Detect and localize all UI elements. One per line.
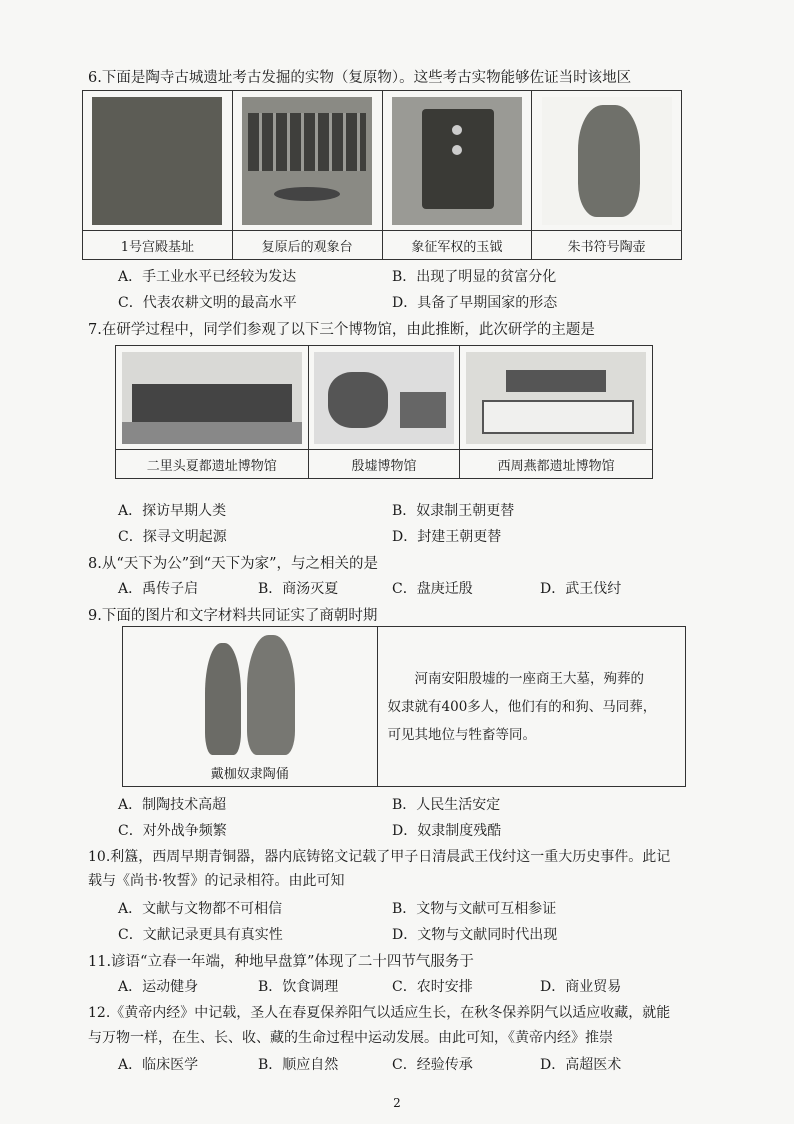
yinxu-museum-photo xyxy=(314,352,454,444)
q6-option-c[interactable]: C．代表农耕文明的最高水平 xyxy=(118,295,297,311)
q10-option-d[interactable]: D．文物与文献同时代出现 xyxy=(392,927,558,943)
q6-caption-4: 朱书符号陶壶 xyxy=(532,231,682,260)
q11-option-b[interactable]: B．饮食调理 xyxy=(258,979,339,995)
q10-stem-line-2: 载与《尚书·牧誓》的记录相符。由此可知 xyxy=(88,873,345,889)
q8-option-d[interactable]: D．武王伐纣 xyxy=(540,581,622,597)
q7-option-d[interactable]: D．封建王朝更替 xyxy=(392,529,502,545)
q7-image-table xyxy=(115,345,653,479)
q8-option-a[interactable]: A．禹传子启 xyxy=(118,581,199,597)
palace-foundation-photo xyxy=(92,97,222,225)
page-number: 2 xyxy=(393,1096,401,1110)
q9-stem: 9.下面的图片和文字材料共同证实了商朝时期 xyxy=(88,608,378,624)
q9-option-a[interactable]: A．制陶技术高超 xyxy=(118,797,227,813)
q12-option-c[interactable]: C．经验传承 xyxy=(392,1057,473,1073)
q11-option-a[interactable]: A．运动健身 xyxy=(118,979,199,995)
q6-image-table xyxy=(82,90,682,260)
q9-material-table xyxy=(122,626,686,787)
yandu-museum-photo xyxy=(466,352,646,444)
q8-option-c[interactable]: C．盘庚迁殷 xyxy=(392,581,473,597)
q11-stem: 11.谚语“立春一年端，种地早盘算”体现了二十四节气服务于 xyxy=(88,954,474,970)
q12-stem-line-1: 12.《黄帝内经》中记载，圣人在春夏保养阳气以适应生长，在秋冬保养阴气以适应收藏，就能 xyxy=(88,1005,671,1021)
q11-option-c[interactable]: C．农时安排 xyxy=(392,979,473,995)
q9-option-c[interactable]: C．对外战争频繁 xyxy=(118,823,227,839)
q11-option-d[interactable]: D．商业贸易 xyxy=(540,979,622,995)
q10-option-c[interactable]: C．文献记录更具有真实性 xyxy=(118,927,283,943)
q7-option-a[interactable]: A．探访早期人类 xyxy=(118,503,227,519)
q9-option-d[interactable]: D．奴隶制度残酷 xyxy=(392,823,502,839)
q9-option-b[interactable]: B．人民生活安定 xyxy=(392,797,501,813)
q10-option-a[interactable]: A．文献与文物都不可相信 xyxy=(118,901,283,917)
q6-option-b[interactable]: B．出现了明显的贫富分化 xyxy=(392,269,557,285)
q9-text-line-2: 奴隶就有400多人，他们有的和狗、马同葬， xyxy=(387,698,657,715)
q12-option-d[interactable]: D．高超医术 xyxy=(540,1057,622,1073)
q12-option-a[interactable]: A．临床医学 xyxy=(118,1057,199,1073)
q12-option-b[interactable]: B．顺应自然 xyxy=(258,1057,339,1073)
jade-axe-photo xyxy=(392,97,522,225)
q10-option-b[interactable]: B．文物与文献可互相参证 xyxy=(392,901,557,917)
q6-option-d[interactable]: D．具备了早期国家的形态 xyxy=(392,295,558,311)
q9-text-line-3: 可见其地位与牲畜等同。 xyxy=(387,726,537,743)
erlitou-museum-photo xyxy=(122,352,302,444)
q6-caption-3: 象征军权的玉钺 xyxy=(382,231,532,260)
q6-option-a[interactable]: A．手工业水平已经较为发达 xyxy=(118,269,297,285)
q7-option-b[interactable]: B．奴隶制王朝更替 xyxy=(392,503,515,519)
q7-caption-1: 二里头夏都遗址博物馆 xyxy=(116,450,309,479)
q6-caption-1: 1号宫殿基址 xyxy=(83,231,233,260)
q7-option-c[interactable]: C．探寻文明起源 xyxy=(118,529,227,545)
observatory-photo xyxy=(242,97,372,225)
q6-stem: 6.下面是陶寺古城遗址考古发掘的实物（复原物）。这些考古实物能够佐证当时该地区 xyxy=(88,70,632,86)
q8-option-b[interactable]: B．商汤灭夏 xyxy=(258,581,339,597)
pottery-pot-photo xyxy=(542,97,672,225)
q12-stem-line-2: 与万物一样，在生、长、收、藏的生命过程中运动发展。由此可知，《黄帝内经》推崇 xyxy=(88,1030,613,1046)
q7-caption-2: 殷墟博物馆 xyxy=(308,450,460,479)
q7-stem: 7.在研学过程中，同学们参观了以下三个博物馆，由此推断，此次研学的主题是 xyxy=(88,322,595,338)
q8-stem: 8.从“天下为公”到“天下为家”，与之相关的是 xyxy=(88,556,378,572)
slave-figurine-photo xyxy=(195,635,305,757)
q9-text-line-1: 河南安阳殷墟的一座商王大墓，殉葬的 xyxy=(414,670,645,687)
q9-caption: 戴枷奴隶陶俑 xyxy=(210,767,289,782)
q6-caption-2: 复原后的观象台 xyxy=(232,231,382,260)
q7-caption-3: 西周燕都遗址博物馆 xyxy=(460,450,653,479)
q10-stem-line-1: 10.利簋，西周早期青铜器，器内底铸铭文记载了甲子日清晨武王伐纣这一重大历史事件。此记 xyxy=(88,849,671,865)
